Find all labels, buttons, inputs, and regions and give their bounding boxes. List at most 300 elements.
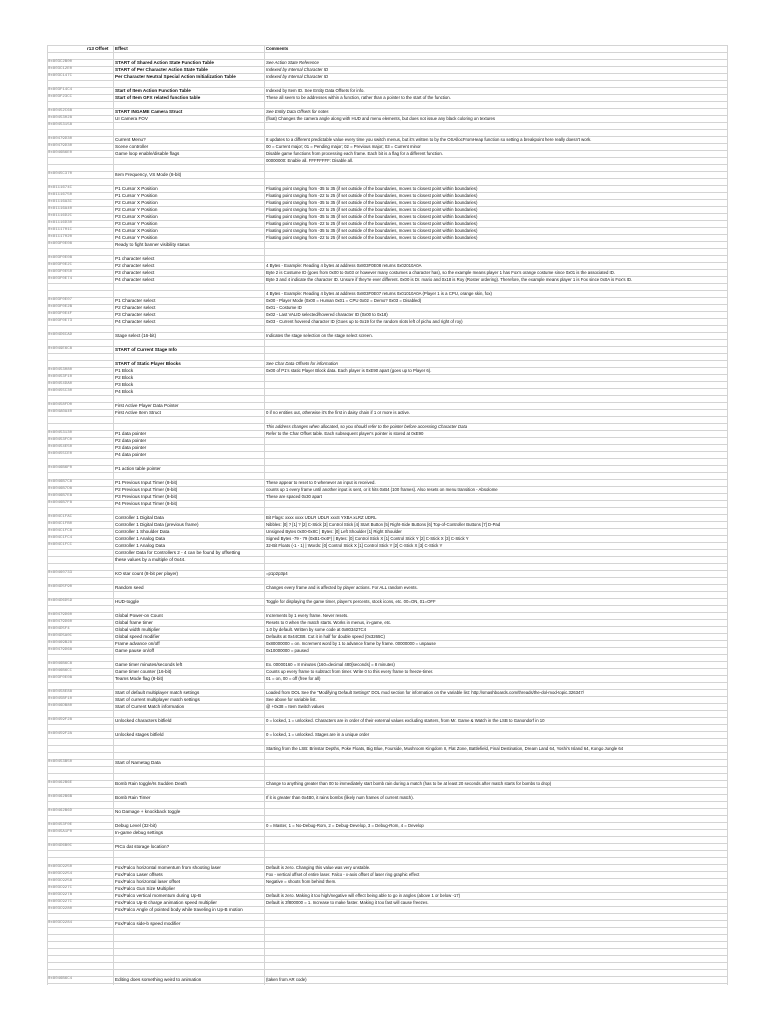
grid-line — [47, 983, 728, 984]
effect-cell: Controller 1 Analog Data — [115, 543, 166, 548]
table-row — [47, 731, 728, 738]
offset-cell: 0x803F0E73 — [48, 319, 73, 323]
table-row — [47, 290, 728, 297]
effect-cell: Fox/Falco vertical momentum during Up-B — [115, 893, 202, 898]
comment-cell — [266, 906, 728, 913]
offset-cell: 0x803C2B00 — [48, 60, 73, 64]
effect-cell: START of Shared Action State Function Table — [115, 60, 214, 65]
offset-cell: 0x80479D30 — [48, 144, 73, 148]
grid-line — [47, 472, 728, 473]
comment-cell: Defaults at 0x44CB8. Cut it in half for double speed (0x3265C) — [266, 634, 385, 639]
comment-cell — [266, 388, 728, 395]
offset-cell: 0x803C12E0 — [48, 67, 73, 71]
grid-line — [47, 52, 728, 53]
comment-cell: If it is greater than 0x4B0, it rains bombs (likely num frames of current match). — [266, 795, 414, 800]
comment-cell: Default is zero. Changing this value was very unstable. — [266, 865, 371, 870]
table-row — [47, 528, 728, 535]
offset-cell: 0x803F0E08 — [48, 676, 73, 680]
offset-cell: 0x80462B6D — [48, 809, 73, 813]
table-row — [47, 115, 728, 122]
effect-cell: Controller 1 Digital Data — [115, 515, 164, 520]
effect-cell: Start of Nametag Data — [115, 760, 161, 765]
effect-cell: P3 Cursor Y Position — [115, 221, 158, 226]
table-row — [47, 143, 728, 150]
offset-cell: 0x80452C68 — [48, 109, 73, 113]
comment-cell — [266, 885, 728, 892]
comment-cell — [266, 549, 728, 556]
effect-cell: Controller 1 Digital Data (previous frame) — [115, 522, 199, 527]
grid-line — [47, 948, 728, 949]
grid-line — [47, 577, 728, 578]
effect-cell: Game pause on/off — [115, 648, 154, 653]
grid-line — [47, 45, 728, 46]
table-row — [47, 822, 728, 829]
table-row — [47, 612, 728, 619]
offset-cell: 0x804C1FC4 — [48, 536, 73, 540]
grid-line — [47, 339, 728, 340]
table-row — [47, 430, 728, 437]
comment-cell: =p1p2p3p4 — [266, 571, 288, 576]
spreadsheet — [47, 45, 728, 985]
effect-cell: Unlocked characters bitfield — [115, 718, 172, 723]
grid-line — [47, 752, 728, 753]
comment-cell: Resets to 0 when the match starts. Works in menus, in-game, etc. — [266, 620, 392, 625]
table-row — [47, 234, 728, 241]
comment-cell: Signed Bytes -79 - 79 (0xB1-0x4F) | Bytes: [0] Control Stick X [1] Control Stick Y [2] C-Stick X [3] C-Stick Y — [266, 536, 469, 541]
grid-line — [47, 248, 728, 249]
comment-cell: 32-Bit Floats (-1 - 1) | Words: [0] Control Stick X [1] Control Stick Y [2] C-Stick X [3] C-Stick Y — [266, 543, 443, 548]
offset-cell: 0x803F0E74 — [48, 277, 73, 281]
offset-cell: 0x80479D60 — [48, 613, 73, 617]
comment-cell: It updates to a different predictable value every time you switch menus, but it's written to by the OSAllocFromHeap function so setting a breakpoint here really doesn't work. — [266, 137, 592, 142]
offset-cell: 0x8046B6C4 — [48, 977, 73, 981]
comment-cell: Changes every frame and is affected by player actions. For ALL random events. — [266, 585, 418, 590]
comment-cell: Indexed by Internal Character ID — [266, 67, 329, 72]
comment-cell — [266, 759, 728, 766]
offset-cell: 0x80479D68 — [48, 648, 73, 652]
table-row — [47, 423, 728, 430]
comment-cell: Unsigned Bytes 0x00-0x8C | Bytes: [0] Left Shoulder [1] Right Shoulder — [266, 529, 402, 534]
table-row — [47, 759, 728, 766]
effect-cell: Fox/Falco horizontal momentum from shooting laser — [115, 865, 221, 870]
offset-cell: 0x80462B6B — [48, 795, 73, 799]
offset-cell — [48, 290, 109, 297]
effect-cell: P1 Cursor X Position — [115, 186, 158, 191]
effect-cell: Game timer minutes/seconds left — [115, 662, 183, 667]
offset-cell: 0x80460733 — [48, 571, 73, 575]
table-row — [47, 150, 728, 157]
table-row — [47, 864, 728, 871]
offset-cell: 0x80459F28 — [48, 718, 73, 722]
effect-cell: P4 Cursor Y Position — [115, 235, 158, 240]
comment-cell: 01 = on, 00 = off (free for all) — [266, 676, 321, 681]
effect-cell: P3 data pointer — [115, 445, 147, 450]
table-row — [47, 94, 728, 101]
comment-cell: See Action State Reference — [266, 60, 319, 65]
table-row — [47, 892, 728, 899]
offset-cell: 0x803C9284 — [48, 921, 73, 925]
grid-line — [47, 738, 728, 739]
table-row — [47, 451, 728, 458]
grid-line — [47, 801, 728, 802]
comment-cell: Floating point ranging from -22 to 25 (if set outside of the boundaries, moves to closest point within boundaries) — [266, 193, 478, 198]
table-row — [47, 661, 728, 668]
effect-cell: Controller Data for Controllers 2 - 4 can be found by offsetting — [115, 550, 241, 555]
grid-line — [47, 353, 728, 354]
comment-cell: Nibbles: [0] ? [1] ? [2] C-Stick [3] Control Stick [4] Start Button [5] Right-Side Buttons [6] Top-of-Controller Buttons [7] D-Pad — [266, 522, 501, 527]
comment-cell: Counts up every frame to subtract from timer. Write 0 to this every frame to freeze-timer. — [266, 669, 434, 674]
table-row — [47, 276, 728, 283]
effect-cell: START of Current Stage Info — [115, 347, 177, 352]
grid-line — [47, 416, 728, 417]
effect-cell: P4 Cursor X Position — [115, 228, 158, 233]
table-row — [47, 906, 728, 913]
table-row — [47, 717, 728, 724]
effect-cell: P2 data pointer — [115, 438, 147, 443]
effect-cell: P2 Previous Input Timer (8-bit) — [115, 487, 178, 492]
offset-cell: 0x8045BF10 — [48, 697, 73, 701]
offset-cell: 0x80453B50 — [48, 760, 73, 764]
comment-cell: Indexed by Item ID. See Entity Data Offsets for info. — [266, 88, 365, 93]
table-row — [47, 780, 728, 787]
effect-cell: Fox/Falco horizontal laser offset — [115, 879, 181, 884]
offset-cell: 0x80453028 — [48, 116, 73, 120]
table-row — [47, 885, 728, 892]
grid-line — [47, 283, 728, 284]
offset-cell: 0x804C1FB0 — [48, 522, 73, 526]
offset-cell: 0x80454E50 — [48, 445, 73, 449]
offset-cell: 0x803F0E50 — [48, 270, 73, 274]
table-row — [47, 122, 728, 129]
comment-cell: 0x02 - Last VALID selected/hovered character ID (0x00 to 0x18) — [266, 312, 388, 317]
comment-cell: 1.0 by default. Written by some code at 0x803427C4 — [266, 627, 367, 632]
effect-cell: Game loop enable/disable flags — [115, 151, 180, 156]
comment-cell: @ +0x38 = Item Switch values — [266, 704, 325, 709]
grid-line — [47, 710, 728, 711]
offset-cell: 0x803C9278 — [48, 893, 73, 897]
table-row — [47, 521, 728, 528]
comment-cell: counts up 1 every frame until another input is sent, or it hits 0xB4 (100 frames). Also resets on menu transition - Absolome — [266, 487, 498, 492]
offset-cell: 0x80469B28 — [48, 641, 73, 645]
offset-cell: 0x81116A40 — [48, 207, 73, 211]
comment-cell — [266, 346, 728, 353]
effect-cell: Start of Item Action Function Table — [115, 88, 191, 93]
comment-cell: 00000000: Enable all. FFFFFFFF: Disable all. — [266, 158, 354, 163]
table-row — [47, 311, 728, 318]
effect-cell: Frame advance on/off — [115, 641, 160, 646]
effect-cell: Bomb Rain Timer — [115, 795, 151, 800]
offset-cell: 0x804C1FCC — [48, 543, 73, 547]
grid-line — [47, 969, 728, 970]
grid-line — [47, 682, 728, 683]
effect-cell: Debug Level (32-bit) — [115, 823, 157, 828]
comment-cell: 0 if no entities out, otherwise it's the first in daisy chain if 1 or more is active. — [266, 410, 411, 415]
table-row — [47, 374, 728, 381]
effect-cell: P1 action table pointer — [115, 466, 161, 471]
effect-cell: Current Menu? — [115, 137, 146, 142]
effect-cell: HUD-toggle — [115, 599, 139, 604]
comment-cell: 0x10000000 = paused — [266, 648, 309, 653]
offset-cell: 0x804D6CAD — [48, 333, 73, 337]
comment-cell: Change to anything greater than 00 to immediately start bomb rain during a match (has to be at least 20 seconds after match starts for bombs to drop) — [266, 781, 552, 786]
table-row — [47, 640, 728, 647]
table-row — [47, 367, 728, 374]
table-row — [47, 549, 728, 556]
table-row — [47, 87, 728, 94]
effect-cell: Fox/Falco Angle of pointed body while traveling in Up-B motion — [115, 907, 243, 912]
comment-cell: Disable game functions from processing each frame. Each bit is a flag for a different function. — [266, 151, 443, 156]
effect-cell: Start of default multiplayer match settings — [115, 690, 200, 695]
comment-cell: Byte 3 and 4 indicate the character ID. Unsure if they're ever different. 0x00 is Dr. mario and 0x18 is Roy (Roster ordering). Therefore, the example means player 1 is Fox since 0x0A is Fox's ID. — [266, 277, 633, 282]
comment-cell — [266, 255, 728, 262]
table-row — [47, 535, 728, 542]
offset-cell: 0x8046B7D8 — [48, 487, 73, 491]
table-row — [47, 843, 728, 850]
grid-line — [47, 129, 728, 130]
offset-cell: 0x803F0E08 — [48, 242, 73, 246]
effect-cell: P3 Character select — [115, 312, 156, 317]
offset-cell: 0x803C9250 — [48, 865, 73, 869]
comment-cell: Floating point ranging from -22 to 25 (if set outside of the boundaries, moves to closest point within boundaries) — [266, 235, 478, 240]
table-row — [47, 206, 728, 213]
offset-cell: 0x804D6D59 — [48, 599, 73, 603]
table-row — [47, 493, 728, 500]
effect-cell: Teams Mode flag (8-bit) — [115, 676, 164, 681]
table-row — [47, 500, 728, 507]
table-row — [47, 241, 728, 248]
effect-cell: P1 Character select — [115, 298, 156, 303]
comment-cell: Floating point ranging from -35 to 35 (if set outside of the boundaries, moves to closest point within boundaries) — [266, 186, 478, 191]
table-row — [47, 542, 728, 549]
table-row — [47, 878, 728, 885]
comment-cell: Starting from the LSB: Brinstar Depths, Poke Floats, Big Blue, Fourside, Mushroom Kingdom II, Flat Zone, Battlefield, Final Destination, Dream Land 64, Yoshi's Island 64, Kongo Jungle 64 — [266, 746, 624, 751]
comment-cell — [266, 556, 728, 563]
table-row — [47, 556, 728, 563]
table-row — [47, 171, 728, 178]
effect-cell: P3 Previous Input Timer (8-bit) — [115, 494, 178, 499]
offset-cell: 0x8045A1F0 — [48, 830, 73, 834]
table-row — [47, 381, 728, 388]
comment-cell: See Char Data Offsets for information — [266, 361, 338, 366]
effect-cell: P3 character select — [115, 270, 155, 275]
offset-cell: 0x80462B6E — [48, 781, 73, 785]
offset-cell: 0x803C9280 — [48, 907, 73, 911]
offset-cell: 0x803C927C — [48, 900, 73, 904]
comment-cell: 0 = Master, 1 = No-Debug-Rom, 2 = Debug-Develop, 3 = Debug-Rom, 4 = Develop — [266, 823, 424, 828]
table-row — [47, 479, 728, 486]
offset-cell: 0x803C927C — [48, 886, 73, 890]
comment-cell: Negative = shoots from behind them. — [266, 879, 337, 884]
table-row — [47, 920, 728, 927]
effect-cell: UI Camera FOV — [115, 116, 148, 121]
comment-cell — [266, 843, 728, 850]
effect-cell: START INGAME Camera Struct — [115, 109, 183, 114]
offset-cell: 0x80453080 — [48, 368, 73, 372]
table-row — [47, 808, 728, 815]
grid-line — [47, 605, 728, 606]
effect-cell: Fox/Falco Up-B charge animation speed multiplier — [115, 900, 217, 905]
comment-cell: Toggle for displaying the game timer, player's percents, stock icons, etc. 00=ON, 01=OFF — [266, 599, 436, 604]
effect-cell — [115, 157, 263, 164]
table-row — [47, 269, 728, 276]
effect-cell — [115, 122, 263, 129]
comment-cell: Fox - vertical offset of entire laser. Falco - x-axis offset of laser ring graphic effect — [266, 872, 420, 877]
effect-cell: Item Frequency, VS Mode (8-bit) — [115, 172, 182, 177]
comment-cell: 0x00 of P1's static Player Block data. Each player is 0xE90 apart (goes up to Player 6). — [266, 368, 432, 373]
comment-cell: 0 = locked, 1 = unlocked. Stages are in a unique order — [266, 732, 370, 737]
comment-cell — [266, 444, 728, 451]
offset-cell: 0x803F0E07 — [48, 298, 73, 302]
offset-cell: 0x81117020 — [48, 235, 73, 239]
effect-cell: Start of current multiplayer match settings — [115, 697, 200, 702]
offset-cell: 0x80455C30 — [48, 389, 73, 393]
grid-line — [47, 962, 728, 963]
comment-cell — [266, 374, 728, 381]
effect-cell: KO star count (8-bit per player) — [115, 571, 179, 576]
table-row — [47, 675, 728, 682]
grid-line — [47, 724, 728, 725]
effect-cell: P2 Character select — [115, 305, 156, 310]
grid-line — [47, 815, 728, 816]
offset-cell: 0x804D5A0C — [48, 634, 73, 638]
effect-cell: Unlocked stages bitfield — [115, 732, 164, 737]
offset-cell: 0x8045C370 — [48, 172, 73, 176]
grid-line — [47, 955, 728, 956]
effect-cell: P2 Block — [115, 375, 134, 380]
offset-cell: 0x804D5F90 — [48, 585, 73, 589]
effect-cell: Global width multiplier — [115, 627, 160, 632]
offset-cell: 0x80458FD0 — [48, 403, 73, 407]
table-row — [47, 647, 728, 654]
grid-line — [47, 654, 728, 655]
offset-cell: 0x8046B6C8 — [48, 662, 73, 666]
table-row — [47, 297, 728, 304]
offset-cell: 0x80453FC0 — [48, 438, 73, 442]
comment-cell: 0x01 - Costume ID — [266, 305, 302, 310]
effect-cell: Global Power-on Count — [115, 613, 163, 618]
header-comments: Comments — [266, 46, 289, 51]
grid-line — [47, 178, 728, 179]
offset-cell: 0x80453130 — [48, 431, 73, 435]
effect-cell: First Active Item Struct — [115, 410, 161, 415]
table-row — [47, 304, 728, 311]
table-row — [47, 486, 728, 493]
offset-cell: 0x8046B7C8 — [48, 480, 73, 484]
comment-cell: Byte 2 is Costume ID (goes from 0x00 to 0x03 or however many costumes a character has), so the example means player 1 has Fox's orange costume since 0x01 is the associated ID. — [266, 270, 616, 275]
effect-cell: P1 Cursor Y Position — [115, 193, 158, 198]
offset-cell — [48, 157, 109, 164]
effect-cell: Global frame timer — [115, 620, 153, 625]
table-row — [47, 871, 728, 878]
comment-cell: Floating point ranging from -35 to 35 (if set outside of the boundaries, moves to closest point within boundaries) — [266, 200, 478, 205]
offset-cell: 0x80453F0E — [48, 823, 73, 827]
comment-cell — [266, 808, 728, 815]
comment-cell: Bit Flags: xxxx xxxx UDLR UDLR xxxS YXBA xLRZ UDRL — [266, 515, 377, 520]
table-row — [47, 437, 728, 444]
comment-cell: 4 Bytes - Example: Reading 4 bytes at address 0x803F0E08 returns 0x02010A0A — [266, 263, 422, 268]
grid-line — [47, 563, 728, 564]
effect-cell: Scene controller — [115, 144, 149, 149]
comment-cell: Floating point ranging from -35 to 35 (if set outside of the boundaries, moves to closest point within boundaries) — [266, 228, 478, 233]
table-row — [47, 619, 728, 626]
effect-cell: these values by a multiple of 0x44. — [115, 557, 186, 562]
offset-cell: 0x8046B6E0 — [48, 151, 73, 155]
grid-line — [47, 850, 728, 851]
offset-cell: 0x8046B6CC — [48, 669, 73, 673]
offset-cell: 0x8046B7E8 — [48, 494, 73, 498]
table-row — [47, 360, 728, 367]
effect-cell: First Active Player Data Pointer — [115, 403, 179, 408]
table-row — [47, 703, 728, 710]
table-row — [47, 192, 728, 199]
comment-cell: Floating point ranging from -35 to 35 (if set outside of the boundaries, moves to closest point within boundaries) — [266, 214, 478, 219]
comment-cell: Indexed by Internal Character ID — [266, 74, 329, 79]
effect-cell: P4 Previous Input Timer (8-bit) — [115, 501, 178, 506]
table-row — [47, 346, 728, 353]
table-row — [47, 409, 728, 416]
offset-cell: 0x8046B7F8 — [48, 501, 73, 505]
offset-cell: 0x804D5F4 — [48, 627, 70, 631]
grid-line — [47, 913, 728, 914]
grid-line — [47, 787, 728, 788]
grid-line — [47, 941, 728, 942]
effect-cell: Ready to fight banner visibility status — [115, 242, 190, 247]
table-row — [47, 199, 728, 206]
offset-cell: 0x803F0E4F — [48, 312, 73, 316]
offset-cell: 0x804A0A40 — [48, 410, 73, 414]
table-row — [47, 465, 728, 472]
comment-cell — [266, 171, 728, 178]
offset-cell: 0x803C147C — [48, 74, 73, 78]
comment-cell: 0 = locked, 1 = unlocked. Characters are in order of their external values excluding starters, from Mr. Game & Watch in the LSB to Ganondorf in 10 — [266, 718, 545, 723]
comment-cell — [266, 451, 728, 458]
offset-cell: 0x804C1FAC — [48, 515, 73, 519]
effect-cell: P4 Block — [115, 389, 134, 394]
offset-cell: 0x803C9258 — [48, 879, 73, 883]
grid-line — [47, 927, 728, 928]
table-row — [47, 108, 728, 115]
effect-cell: Editing does something weird to animation — [115, 977, 202, 982]
table-row — [47, 626, 728, 633]
grid-line — [47, 325, 728, 326]
effect-cell: P3 Cursor X Position — [115, 214, 158, 219]
effect-cell: START of Per Character Action State Table — [115, 67, 208, 72]
comment-cell: Ex. 00000160 = 8 minutes (160=decimal 480[seconds] = 8 minutes) — [266, 662, 395, 667]
offset-cell: 0x803F0E08 — [48, 256, 73, 260]
comment-cell: See Entity Data Offsets for notes — [266, 109, 329, 114]
grid-line — [47, 458, 728, 459]
offset-cell — [48, 556, 109, 563]
header-row — [47, 45, 728, 52]
offset-cell: 0x81116750 — [48, 193, 73, 197]
effect-cell — [115, 423, 263, 430]
table-row — [47, 136, 728, 143]
comment-cell: This address changes when allocated, so you should refer to the pointer before accessing Character Data — [266, 424, 468, 429]
table-row — [47, 185, 728, 192]
table-row — [47, 66, 728, 73]
comment-cell: Floating point ranging from -22 to 25 (if set outside of the boundaries, moves to closest point within boundaries) — [266, 207, 478, 212]
grid-line — [47, 395, 728, 396]
table-row — [47, 388, 728, 395]
effect-cell: START of Static Player Blocks — [115, 361, 181, 366]
effect-cell: P3 Block — [115, 382, 134, 387]
grid-line — [47, 766, 728, 767]
table-row — [47, 689, 728, 696]
offset-cell: 0x803F0E2B — [48, 305, 73, 309]
comment-cell: These are spaced 0x30 apart — [266, 494, 322, 499]
offset-cell: 0x80479D60 — [48, 620, 73, 624]
table-row — [47, 402, 728, 409]
